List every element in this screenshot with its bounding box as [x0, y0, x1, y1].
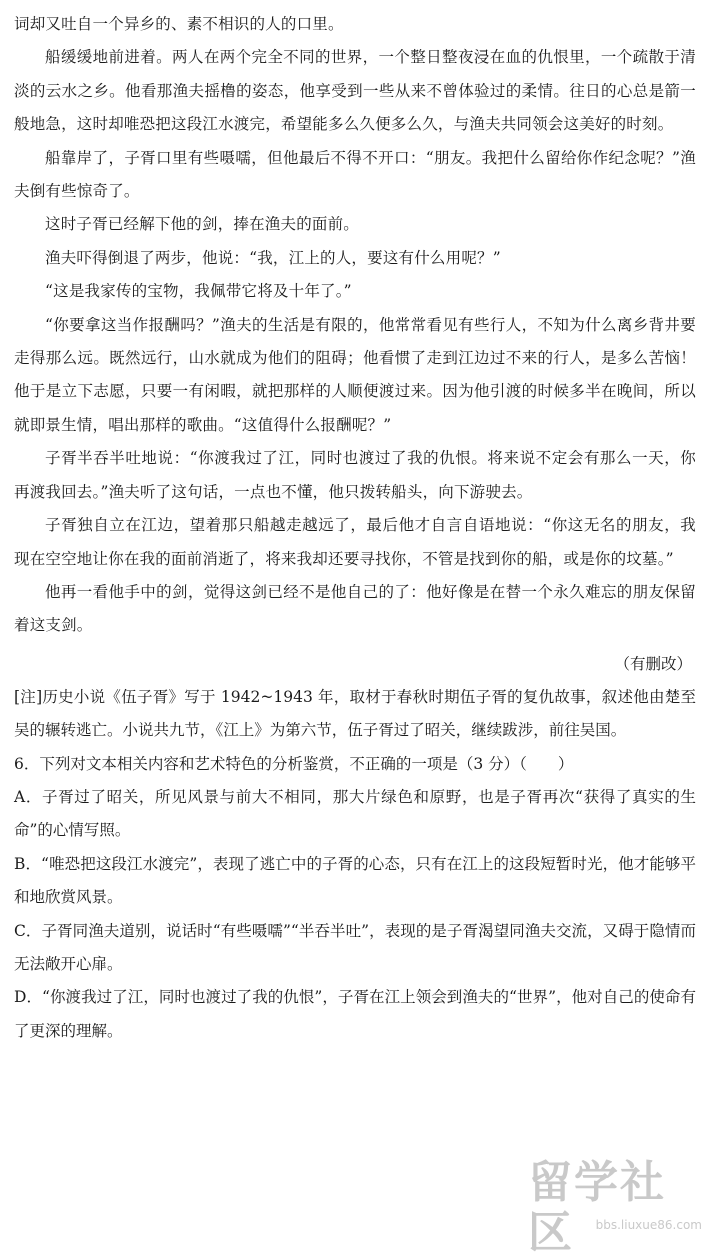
annotation-note: [注]历史小说《伍子胥》写于 1942~1943 年，取材于春秋时期伍子胥的复仇故事，叙述他由楚至吴的辗转逃亡。小说共九节，《江上》为第六节，伍子胥过了昭关，继续跋涉，前往吴国。 — [14, 687, 696, 740]
source-note: （有删改） — [614, 654, 692, 673]
watermark-logo-text: 留学社区 — [528, 1157, 666, 1258]
passage-paragraph-5: 渔夫吓得倒退了两步，他说：“我，江上的人，要这有什么用呢？” — [45, 248, 501, 267]
question-section — [14, 681, 696, 1048]
passage-paragraph-1: 词却又吐自一个异乡的、素不相识的人的口里。 — [14, 15, 344, 33]
passage-paragraph-8: 子胥半吞半吐地说：“你渡我过了江，同时也渡过了我的仇恨。将来说不定会有那么一天，你再渡我回去。”渔夫听了这句话，一点也不懂，他只拨转船头，向下游驶去。 — [14, 449, 696, 501]
passage-paragraph-7: “你要拿这当作报酬吗？”渔夫的生活是有限的，他常常看见有些行人，不知为什么离乡背井要走得那么远。既然远行，山水就成为他们的阻碍；他看惯了走到江边过不来的行人，是多么苦恼！他于是立下志愿，只要一有闲暇，就把那样的人顺便渡过来。因为他引渡的时候多半在晚间，所以就即景生情，唱出那样的歌曲。“这值得什么报酬呢？” — [14, 315, 696, 434]
passage-paragraph-2: 船缓缓地前进着。两人在两个完全不同的世界，一个整日整夜浸在血的仇恨里，一个疏散于清淡的云水之乡。他看那渔夫摇橹的姿态，他享受到一些从来不曾体验过的柔情。往日的心总是箭一般地急，这时却唯恐把这段江水渡完，希望能多么久便多么久，与渔夫共同领会这美好的时刻。 — [14, 48, 696, 134]
passage-paragraph-4: 这时子胥已经解下他的剑，捧在渔夫的面前。 — [45, 215, 360, 234]
question-stem: 6．下列对文本相关内容和艺术特色的分析鉴赏，不正确的一项是（3 分）（ ） — [14, 754, 574, 773]
story-passage — [14, 8, 696, 679]
option-c: C．子胥同渔夫道别，说话时“有些嗫嚅”“半吞半吐”，表现的是子胥渴望同渔夫交流，又碍于隐情而无法敞开心扉。 — [14, 921, 696, 973]
option-b: B．“唯恐把这段江水渡完”，表现了逃亡中的子胥的心态，只有在江上的这段短暂时光，他才能够平和地欣赏风景。 — [14, 854, 696, 907]
option-a: A．子胥过了昭关，所见风景与前大不相同，那大片绿色和原野，也是子胥再次“获得了真实的生命”的心情写照。 — [14, 787, 696, 840]
watermark-url: bbs.liuxue86.com — [595, 1218, 702, 1232]
passage-paragraph-6: “这是我家传的宝物，我佩带它将及十年了。” — [45, 282, 352, 301]
option-d: D．“你渡我过了江，同时也渡过了我的仇恨”，子胥在江上领会到渔夫的“世界”，他对自己的使命有了更深的理解。 — [14, 988, 696, 1040]
site-watermark — [528, 1157, 708, 1258]
passage-paragraph-9: 子胥独自立在江边，望着那只船越走越远了，最后他才自言自语地说：“你这无名的朋友，我现在空空地让你在我的面前消逝了，将来我却还要寻找你，不管是找到你的船，或是你的坟墓。” — [14, 516, 696, 568]
passage-paragraph-10: 他再一看他手中的剑，觉得这剑已经不是他自己的了：他好像是在替一个永久难忘的朋友保留着这支剑。 — [14, 582, 696, 635]
passage-paragraph-3: 船靠岸了，子胥口里有些嗫嚅，但他最后不得不开口：“朋友。我把什么留给你作纪念呢？”渔夫倒有些惊奇了。 — [14, 148, 696, 201]
